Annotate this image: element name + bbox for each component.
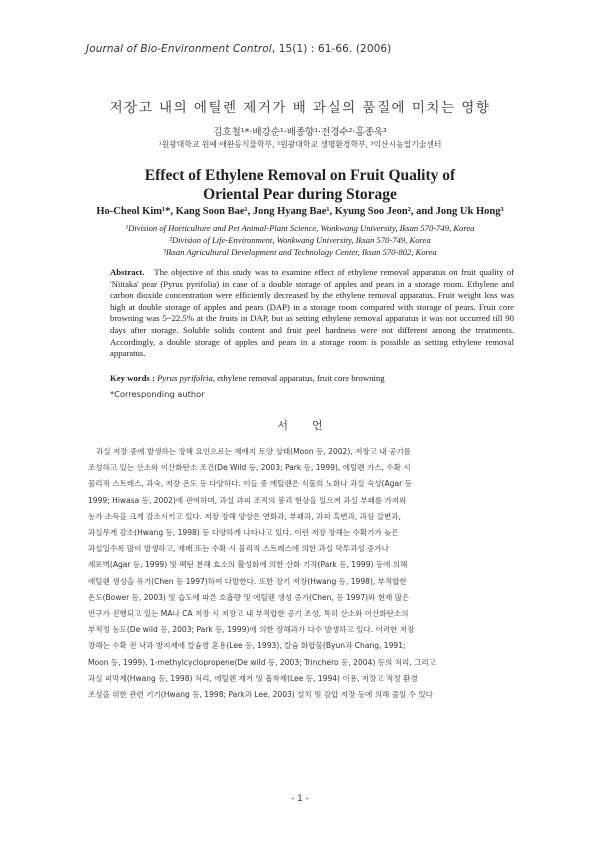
body-line: 온도(Bower 등, 2003) 및 습도에 따른 호흡량 및 에틸렌 생성 증가(Chen, 등 1997)와 현재 많은 (88, 592, 410, 602)
english-title (0, 166, 600, 204)
english-affiliation-1: ¹Division of Horticulture and Pet Animal-Plant Science, Wonkwang University, Iksan 570-749, Korea (125, 223, 475, 233)
corresponding-author-note: *Corresponding author (110, 389, 205, 399)
english-affiliation-3: ³Iksan Agricultural Development and Technology Center, Iksan 570-802, Korea (163, 247, 437, 257)
body-line: 조성을 위한 관련 기기(Hwang 등, 1998; Park과 Lee, 2003) 설치 및 감압 저장 등에 의해 줄일 수 있다 (88, 690, 433, 700)
keywords-rest: , ethylene removal apparatus, fruit core browning (212, 373, 385, 383)
section-heading-introduction: 서언 (277, 419, 347, 432)
page-number: - 1 - (291, 794, 309, 804)
korean-authors: 김호철¹*·배강순¹·배종향¹·전경수²·홍종욱³ (213, 127, 387, 138)
body-line: 에틸렌 생성을 유기(Chen 등 1997)하여 다발한다. 또한 장기 저장(Hwang 등, 1998), 부적합한 (88, 576, 407, 586)
body-line: 부적정 농도(De wild 등, 2003; Park 등, 1999)에 의한 장해과가 다수 발생하고 있다. 이러한 저장 (88, 625, 415, 635)
keywords-species: Pyrus pyrifolria (157, 373, 213, 383)
body-line: 장해는 수확 전 낙과 방지제에 칼슘염 혼용(Lee 등, 1993), 칼슘 화합물(Byun과 Chang, 1991; (88, 641, 406, 651)
body-line: 조성하고 있는 산소와 이산화탄소 조건(De Wild 등, 2003; Park 등, 1999), 에틸렌 가스, 수확 시 (88, 463, 411, 473)
abstract (110, 267, 514, 360)
body-line: 연구가 진행되고 있는 MA나 CA 저장 시 저장고 내 부적합한 공기 조성, 특히 산소와 이산화탄소의 (88, 609, 409, 619)
keywords (110, 373, 514, 383)
introduction-body (88, 444, 516, 703)
korean-title: 저장고 내의 에틸렌 제거가 배 과실의 품질에 미치는 영향 (109, 100, 491, 116)
body-line: 과실 저장 중에 발생하는 장해 요인으로는 재배지 토양 상태(Moon 등, 2002), 저장고 내 공기를 (96, 447, 411, 456)
abstract-label: Abstract. (110, 267, 145, 277)
journal-name: Journal of Bio-Environment Control (86, 43, 272, 55)
english-title-line2: Oriental Pear during Storage (203, 186, 397, 203)
korean-affiliations: ¹원광대학교 원예·애완동식물학부, ²원광대학교 생명환경학부, ³익산시농업기술센터 (158, 140, 442, 149)
body-line: 과실일수록 많이 발생하고, 재배 또는 수확 시 물리적 스트레스에 의한 과실 막투과성 증가나 (88, 544, 389, 554)
keywords-label: Key words : (110, 373, 155, 383)
journal-volume: , 15(1) : 61-66. (2006) (271, 43, 392, 55)
journal-citation (86, 43, 391, 55)
body-line: 세포벽(Agar 등, 1999) 및 펙틴 분해 효소의 활성화에 의한 산화 기작(Park 등, 1999) 등에 의해 (88, 560, 408, 570)
body-line: 과실 피막제(Hwang 등, 1998) 처리, 에틸렌 제거 및 흡착제(Lee 등, 1994) 이용, 저장고 적정 환경 (88, 673, 418, 683)
body-line: 과실무게 감소(Hwang 등, 1998) 등 다양하게 나타나고 있다. 이런 저장 장해는 수확기가 늦은 (88, 528, 399, 538)
body-line: Moon 등, 1999), 1-methylcyclopropene(De wild 등, 2003; Trinchero 등, 2004) 등의 처리, 그리고 (88, 657, 436, 667)
english-title-line1: Effect of Ethylene Removal on Fruit Quality of (144, 167, 456, 184)
english-authors: Ho-Cheol Kim¹*, Kang Soon Bae¹, Jong Hyang Bae¹, Kyung Soo Jeon², and Jong Uk Hong³ (96, 206, 504, 217)
body-line: 농가 소득을 크게 감소시키고 있다. 저장 장해 양상은 연화과, 부패과, 과피 흑변과, 과심 갈변과, (88, 511, 401, 521)
abstract-text: The objective of this study was to examine effect of ethylene removal apparatus on fruit quality of 'Niitaka' pear (Pyrus pyrifolia) in case of a double storage of apples and pears in a storage room. Ethylene and carbon dioxide concentration were efficiently decreased by the ethylene removal apparatus. Fruit weight loss was high at double storage of apples and pears (DAP) in a storage room compared with storage of pears. Fruit core browning was 5~22.5% at the fruits in DAP, but as setting ethylene removal apparatus it was not occurred till 90 days after storage. Soluble solids content and fruit peel hardness were not different among the treatments. Accordingly, a double storage of apples and pears in a storage room is possible as setting ethylene removal apparatus. (110, 267, 514, 359)
body-line: 1999; Hiwasa 등, 2002)에 관여하며, 과실 과피 조직의 붕괴 현상을 일으켜 과실 부패를 가져와 (88, 495, 407, 505)
english-affiliation-2: ²Division of Life-Environment, Wonkwang University, Iksan 570-749, Korea (169, 235, 431, 245)
body-line: 물리적 스트레스, 과숙, 저장 온도 등 다양하다. 이들 중 에틸렌은 식물의 노화나 과실 숙성(Agar 등 (88, 479, 412, 489)
